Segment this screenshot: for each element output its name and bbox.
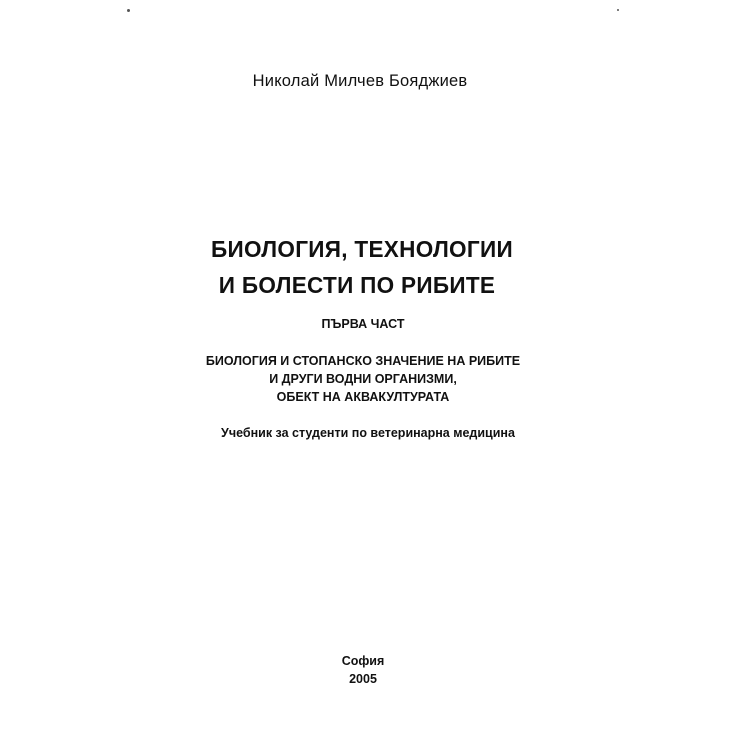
part-label: ПЪРВА ЧАСТ (321, 317, 405, 331)
imprint-year: 2005 (349, 672, 377, 686)
imprint-city: София (341, 654, 385, 668)
scan-speck (127, 9, 130, 12)
author-name: Николай Милчев Бояджиев (252, 72, 468, 90)
subtitle-line-3: ОБЕКТ НА АКВАКУЛТУРАТА (276, 390, 450, 404)
subtitle-line-1: БИОЛОГИЯ И СТОПАНСКО ЗНАЧЕНИЕ НА РИБИТЕ (205, 354, 521, 368)
scan-speck (617, 9, 619, 11)
book-title-line-1: БИОЛОГИЯ, ТЕХНОЛОГИИ (211, 236, 513, 262)
textbook-note: Учебник за студенти по ветеринарна медицина (221, 426, 515, 440)
subtitle-line-2: И ДРУГИ ВОДНИ ОРГАНИЗМИ, (269, 372, 457, 386)
book-title-line-2: И БОЛЕСТИ ПО РИБИТЕ (218, 272, 496, 298)
